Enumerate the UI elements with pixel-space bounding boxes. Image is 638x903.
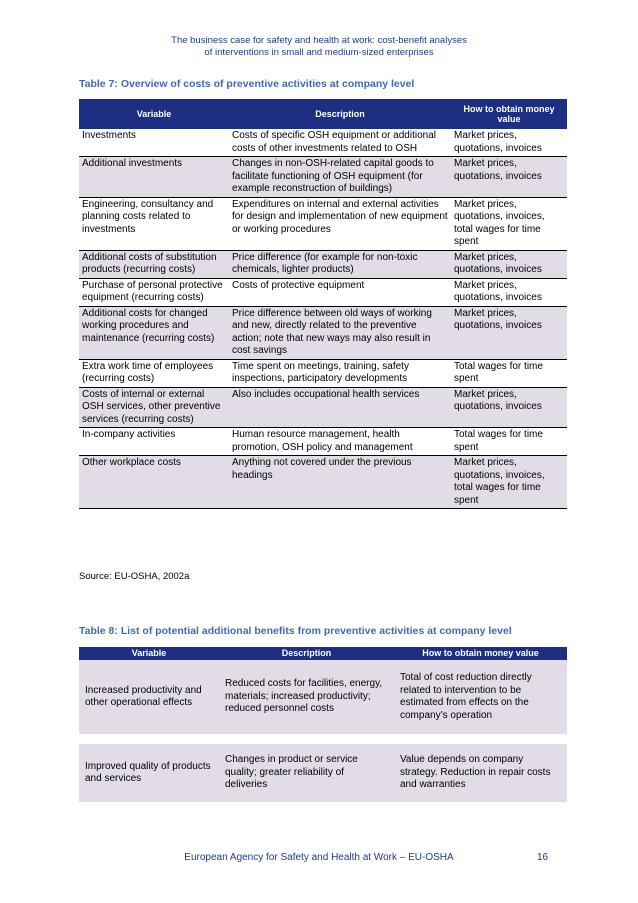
table-row [79,456,567,509]
cell-variable: Increased productivity and other operational effects [79,660,219,734]
cell-description: Anything not covered under the previous headings [229,456,451,509]
table-row [79,744,567,802]
cell-description: Also includes occupational health services [229,387,451,428]
cell-variable: Additional costs for changed working procedures and maintenance (recurring costs) [79,306,229,359]
table8-caption: Table 8: List of potential additional benefits from preventive activities at company level [79,625,512,637]
page-number: 16 [537,852,549,863]
cell-description: Costs of specific OSH equipment or additional costs of other investments related to OSH [229,129,451,157]
table8-header-row [79,647,567,660]
cell-description: Costs of protective equipment [229,278,451,306]
cell-value: Total of cost reduction directly related to intervention to be estimated from effects on the company’s operation [394,660,567,734]
table-row [79,157,567,198]
header-line-1: The business case for safety and health at work: cost-benefit analyses [171,35,467,46]
cell-value: Market prices, quotations, invoices [451,278,567,306]
cell-description: Reduced costs for facilities, energy, materials; increased productivity; reduced personnel costs [219,660,394,734]
cell-description: Human resource management, health promotion, OSH policy and management [229,428,451,456]
table-row [79,306,567,359]
table-row [79,359,567,387]
page-footer: European Agency for Safety and Health at Work – EU-OSHA [184,852,454,863]
cell-value: Market prices, quotations, invoices [451,250,567,278]
cell-description: Expenditures on internal and external activities for design and implementation of new equipment or working procedures [229,197,451,250]
table8 [79,647,567,802]
table7-header-row [79,99,567,129]
table7-col-value: How to obtain money value [451,99,567,129]
table7 [79,99,567,509]
cell-variable: Improved quality of products and services [79,744,219,802]
row-spacer-cell [79,734,567,744]
table8-col-value: How to obtain money value [394,647,567,660]
table7-col-variable: Variable [79,99,229,129]
cell-variable: In-company activities [79,428,229,456]
table7-source: Source: EU-OSHA, 2002a [79,571,190,582]
cell-description: Changes in product or service quality; greater reliability of deliveries [219,744,394,802]
table7-caption: Table 7: Overview of costs of preventive activities at company level [79,78,415,90]
cell-variable: Additional costs of substitution products (recurring costs) [79,250,229,278]
table8-col-variable: Variable [79,647,219,660]
table-row [79,387,567,428]
cell-value: Total wages for time spent [451,428,567,456]
cell-variable: Additional investments [79,157,229,198]
cell-description: Price difference (for example for non-toxic chemicals, lighter products) [229,250,451,278]
cell-value: Total wages for time spent [451,359,567,387]
table-row [79,250,567,278]
table-row [79,660,567,734]
table7-col-description: Description [229,99,451,129]
cell-variable: Investments [79,129,229,157]
table-row [79,428,567,456]
cell-variable: Engineering, consultancy and planning costs related to investments [79,197,229,250]
cell-variable: Extra work time of employees (recurring costs) [79,359,229,387]
running-header [0,35,638,59]
cell-variable: Other workplace costs [79,456,229,509]
cell-value: Market prices, quotations, invoices, total wages for time spent [451,456,567,509]
table-row [79,129,567,157]
cell-value: Market prices, quotations, invoices [451,306,567,359]
cell-value: Market prices, quotations, invoices [451,157,567,198]
cell-variable: Purchase of personal protective equipment (recurring costs) [79,278,229,306]
cell-description: Changes in non-OSH-related capital goods to facilitate functioning of OSH equipment (for example reconstruction of buildings) [229,157,451,198]
cell-value: Market prices, quotations, invoices [451,387,567,428]
cell-value: Market prices, quotations, invoices [451,129,567,157]
row-spacer [79,734,567,744]
table-row [79,197,567,250]
cell-variable: Costs of internal or external OSH services, other preventive services (recurring costs) [79,387,229,428]
table8-col-description: Description [219,647,394,660]
cell-description: Price difference between old ways of working and new, directly related to the preventive action; note that new ways may also result in cost savings [229,306,451,359]
cell-value: Market prices, quotations, invoices, total wages for time spent [451,197,567,250]
header-line-2: of interventions in small and medium-sized enterprises [204,47,434,58]
cell-value: Value depends on company strategy. Reduction in repair costs and warranties [394,744,567,802]
cell-description: Time spent on meetings, training, safety inspections, participatory developments [229,359,451,387]
table-row [79,278,567,306]
